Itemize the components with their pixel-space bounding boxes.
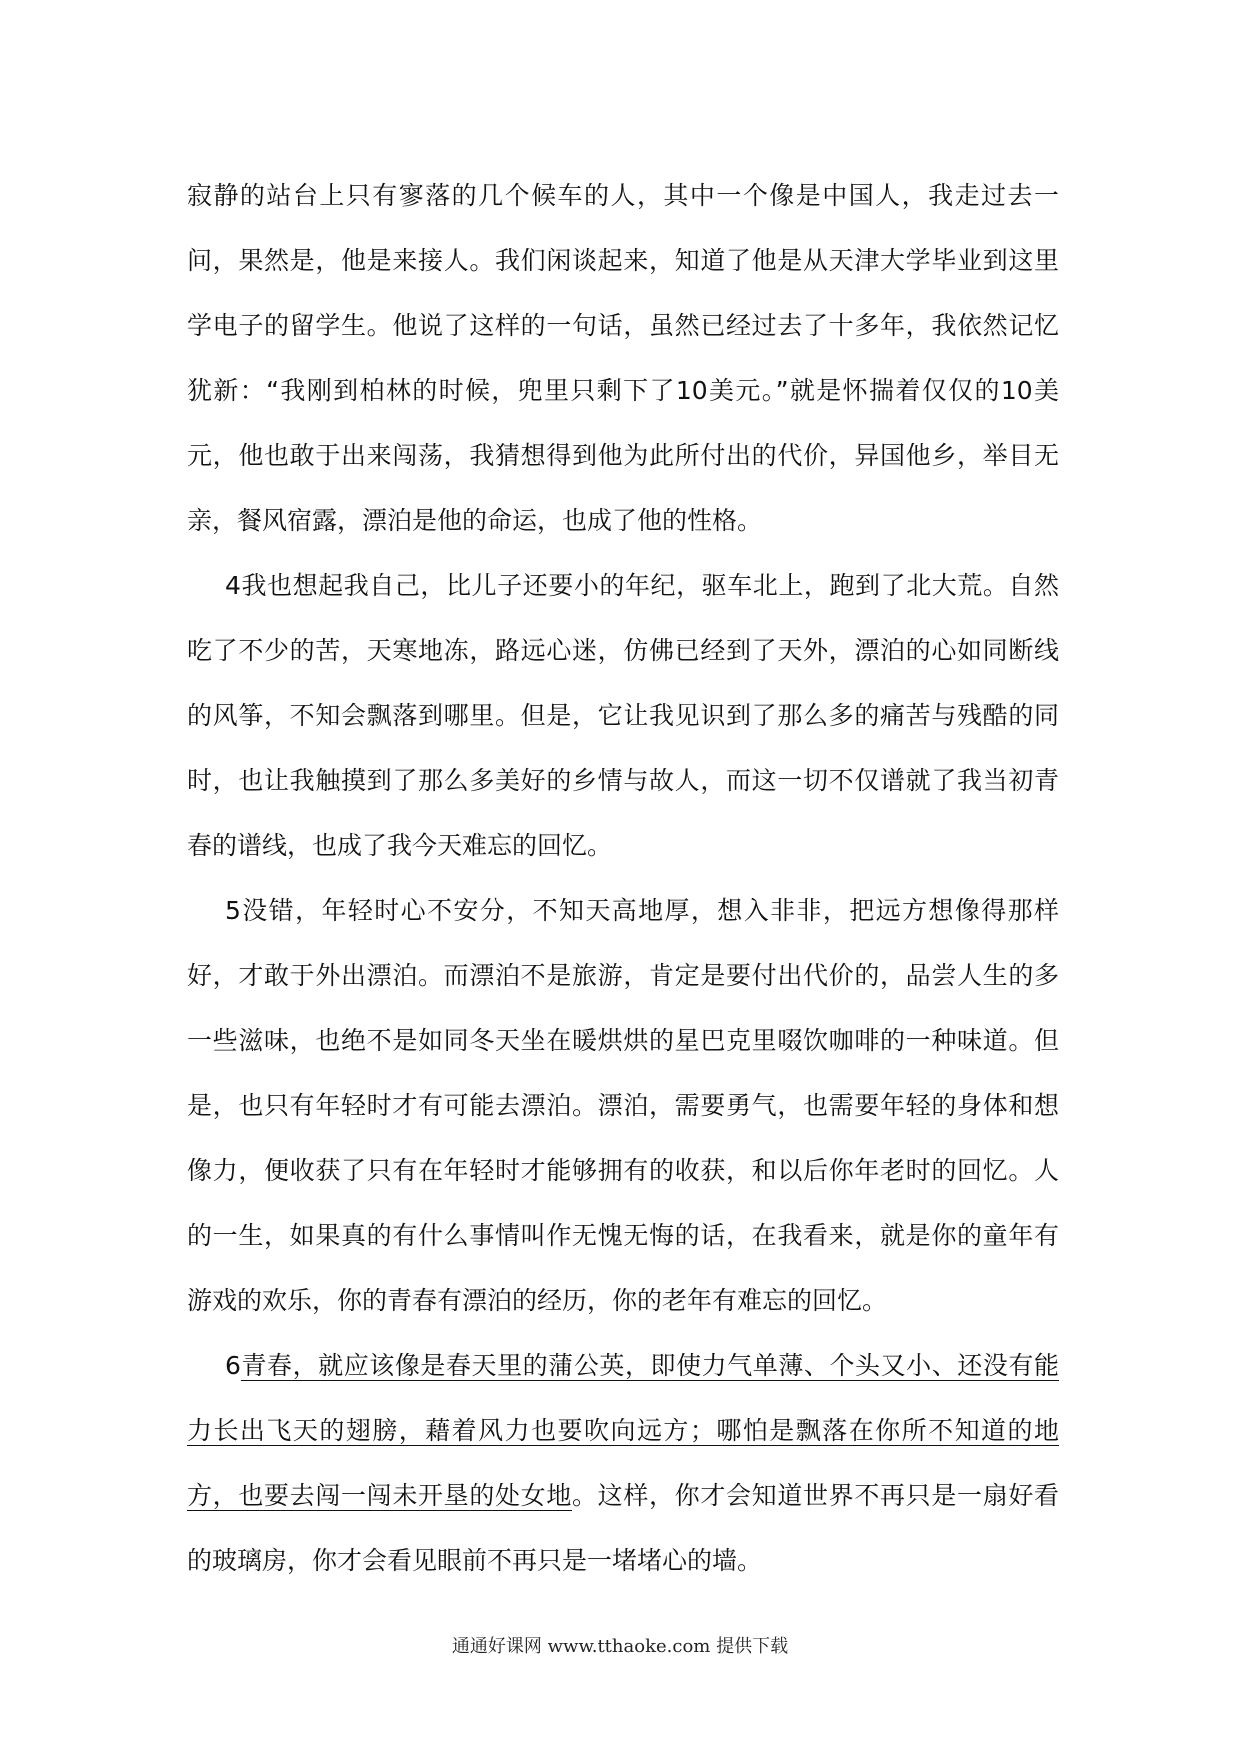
page-footer: 通通好课网 www.tthaoke.com 提供下载: [451, 1636, 789, 1657]
paragraph-6-rest: 。这样，你才会知道世界不再只是一扇好看的玻璃房，你才会看见眼前不再只是一堵堵心的墙。: [187, 1481, 1059, 1575]
underlined-passage: 青春，就应该像是春天里的蒲公英，即使力气单薄、个头又小、还没有能力长出飞天的翅膀，藉着风力也要吹向远方；哪怕是飘落在你所不知道的地方，也要去闯一闯未开垦的处女地: [187, 1351, 1059, 1510]
article-body: [187, 163, 1059, 1593]
paragraph-6-number: 6: [225, 1351, 241, 1380]
paragraph-5: 5没错，年轻时心不安分，不知天高地厚，想入非非，把远方想像得那样好，才敢于外出漂泊。而漂泊不是旅游，肯定是要付出代价的，品尝人生的多一些滋味，也绝不是如同冬天坐在暖烘烘的星巴克里啜饮咖啡的一种味道。但是，也只有年轻时才有可能去漂泊。漂泊，需要勇气，也需要年轻的身体和想像力，便收获了只有在年轻时才能够拥有的收获，和以后你年老时的回忆。人的一生，如果真的有什么事情叫作无愧无悔的话，在我看来，就是你的童年有游戏的欢乐，你的青春有漂泊的经历，你的老年有难忘的回忆。: [187, 896, 1059, 1315]
paragraph-4: 4我也想起我自己，比儿子还要小的年纪，驱车北上，跑到了北大荒。自然吃了不少的苦，天寒地冻，路远心迷，仿佛已经到了天外，漂泊的心如同断线的风筝，不知会飘落到哪里。但是，它让我见识到了那么多的痛苦与残酷的同时，也让我触摸到了那么多美好的乡情与故人，而这一切不仅谱就了我当初青春的谱线，也成了我今天难忘的回忆。: [187, 571, 1059, 860]
paragraph-3-continuation: 寂静的站台上只有寥落的几个候车的人，其中一个像是中国人，我走过去一问，果然是，他是来接人。我们闲谈起来，知道了他是从天津大学毕业到这里学电子的留学生。他说了这样的一句话，虽然已经过去了十多年，我依然记忆犹新：“我刚到柏林的时候，兜里只剩下了10美元。”就是怀揣着仅仅的10美元，他也敢于出来闯荡，我猜想得到他为此所付出的代价，异国他乡，举目无亲，餐风宿露，漂泊是他的命运，也成了他的性格。: [187, 181, 1059, 535]
paragraph-6: [187, 1333, 1059, 1593]
